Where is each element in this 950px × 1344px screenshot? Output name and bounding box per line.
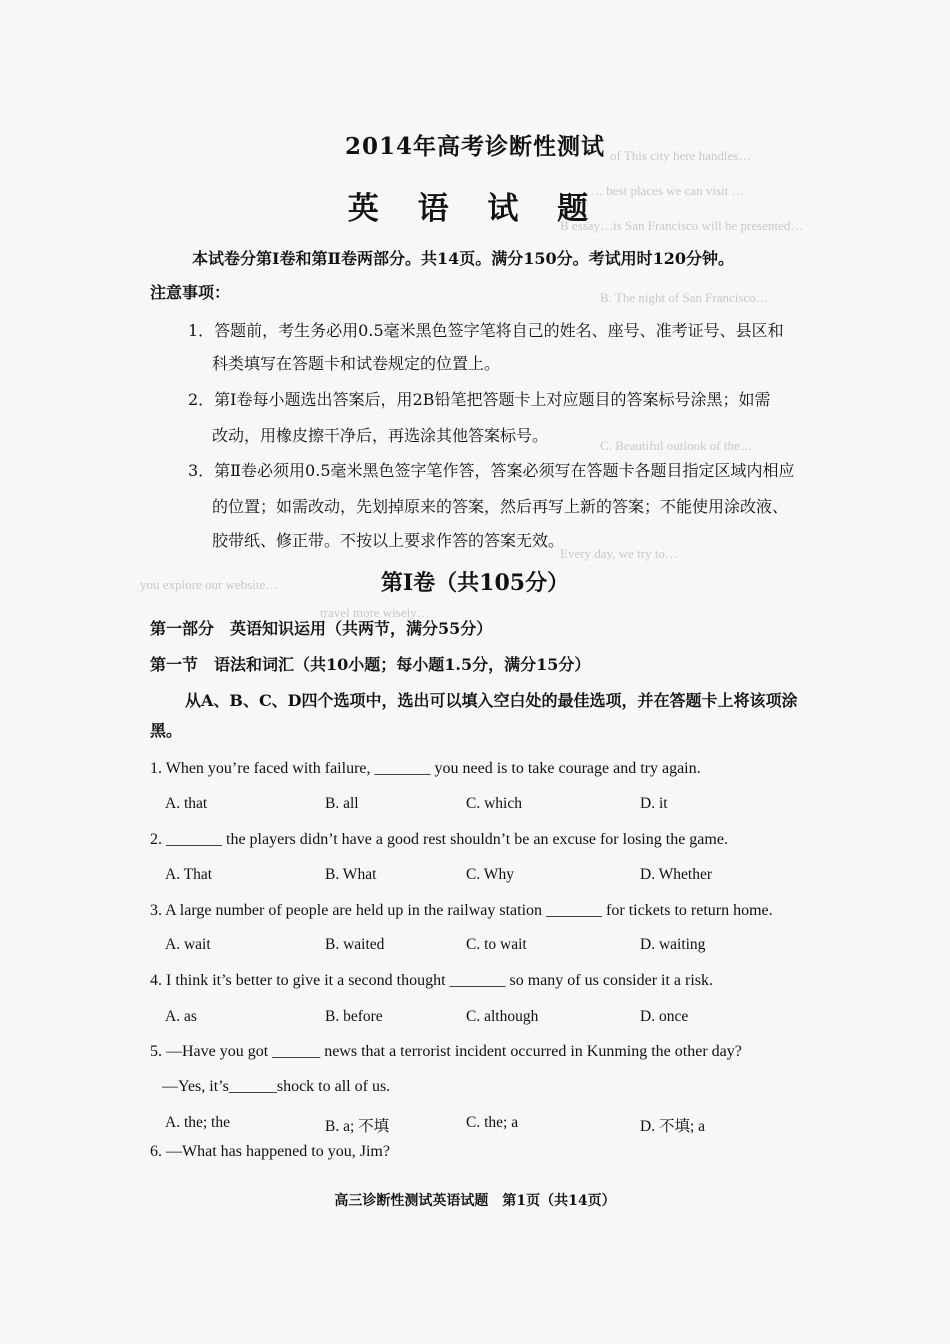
bleed-through-text: of This city here handles… xyxy=(610,148,752,163)
q3-option-c: C. to wait xyxy=(466,936,527,953)
note-item-1: 1．答题前，考生务必用0.5毫米黑色签字笔将自己的姓名、座号、准考证号、县区和 xyxy=(188,321,784,340)
question-6-stem: 6. —What has happened to you, Jim? xyxy=(150,1143,390,1160)
bleed-through-text: Every day, we try to… xyxy=(560,546,678,561)
q3-option-a: A. wait xyxy=(165,936,211,953)
question-5-stem: 5. —Have you got ______ news that a terrorist incident occurred in Kunming the other day? xyxy=(150,1043,742,1060)
q2-option-a: A. That xyxy=(165,866,213,883)
q4-option-d: D. once xyxy=(640,1008,689,1025)
q3-option-d: D. waiting xyxy=(640,936,706,953)
bleed-through-text: … best places we can visit … xyxy=(590,183,745,198)
question-4-stem: 4. I think it’s better to give it a second thought _______ so many of us consider it a risk. xyxy=(150,972,714,989)
q4-option-a: A. as xyxy=(165,1008,197,1025)
q4-option-b: B. before xyxy=(325,1008,383,1025)
note-item-3: 3．第Ⅱ卷必须用0.5毫米黑色签字笔作答，答案必须写在答题卡各题目指定区域内相应 xyxy=(188,461,795,480)
q2-option-b: B. What xyxy=(325,866,377,883)
bleed-through-text: you explore our website… xyxy=(140,577,279,592)
instruction-text-cont: 黑。 xyxy=(150,721,183,740)
note-item-1-cont: 科类填写在答题卡和试卷规定的位置上。 xyxy=(212,354,501,373)
q5-option-b: B. a; 不填 xyxy=(325,1118,390,1135)
question-3-stem: 3. A large number of people are held up in the railway station _______ for tickets to return home. xyxy=(150,902,773,919)
q5-option-c: C. the; a xyxy=(466,1114,519,1131)
intro-text: 本试卷分第Ⅰ卷和第Ⅱ卷两部分。共14页。满分150分。考试用时120分钟。 xyxy=(192,249,735,268)
subsection-heading: 第一节 语法和词汇（共10小题；每小题1.5分，满分15分） xyxy=(150,655,591,674)
section-title: 第Ⅰ卷（共105分） xyxy=(380,570,570,596)
subject-title: 英 语 试 题 xyxy=(347,191,603,227)
note-item-2-cont: 改动，用橡皮擦干净后，再选涂其他答案标号。 xyxy=(212,426,549,445)
note-item-2: 2．第Ⅰ卷每小题选出答案后，用2B铅笔把答题卡上对应题目的答案标号涂黑；如需 xyxy=(188,390,771,409)
notes-heading: 注意事项： xyxy=(150,283,231,302)
bleed-through-text: travel more wisely… xyxy=(320,605,430,620)
q1-option-d: D. it xyxy=(640,795,668,812)
question-1-stem: 1. When you’re faced with failure, _______ you need is to take courage and try again. xyxy=(150,760,701,777)
q1-option-a: A. that xyxy=(165,795,208,812)
q2-option-d: D. Whether xyxy=(640,866,713,883)
q3-option-b: B. waited xyxy=(325,936,385,953)
note-item-3-cont2: 胶带纸、修正带。不按以上要求作答的答案无效。 xyxy=(212,531,565,550)
q5-option-a: A. the; the xyxy=(165,1114,230,1131)
page-footer: 高三诊断性测试英语试题 第1页（共14页） xyxy=(334,1193,616,1209)
instruction-text: 从A、B、C、D四个选项中，选出可以填入空白处的最佳选项，并在答题卡上将该项涂 xyxy=(185,691,798,710)
q2-option-c: C. Why xyxy=(466,866,514,883)
bleed-through-text: B essay…is San Francisco will be presented… xyxy=(560,218,804,233)
bleed-through-text: B. The night of San Francisco… xyxy=(600,290,769,305)
exam-title: 2014年高考诊断性测试 xyxy=(344,133,605,160)
question-5-reply: —Yes, it’s______shock to all of us. xyxy=(162,1078,391,1095)
q4-option-c: C. although xyxy=(466,1008,539,1025)
q5-option-d: D. 不填; a xyxy=(640,1118,706,1135)
question-2-stem: 2. _______ the players didn’t have a good rest shouldn’t be an excuse for losing the game. xyxy=(150,831,728,848)
q1-option-c: C. which xyxy=(466,795,522,812)
part-heading: 第一部分 英语知识运用（共两节，满分55分） xyxy=(150,619,493,638)
note-item-3-cont: 的位置；如需改动，先划掉原来的答案，然后再写上新的答案；不能使用涂改液、 xyxy=(212,497,789,516)
bleed-through-text: C. Beautiful outlook of the… xyxy=(600,438,753,453)
q1-option-b: B. all xyxy=(325,795,359,812)
